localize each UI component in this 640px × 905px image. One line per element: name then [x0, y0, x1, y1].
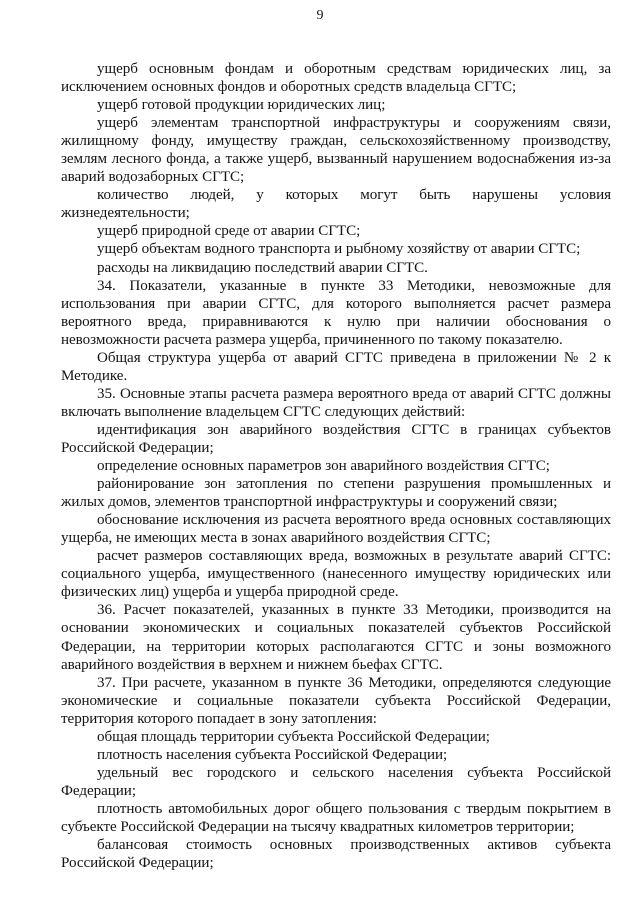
paragraph: ущерб природной среде от аварии СГТС;	[97, 223, 361, 240]
paragraph: общая площадь территории субъекта Российской Федерации;	[97, 728, 490, 745]
paragraph: удельный вес городского и сельского населения субъекта Российской Федерации;	[61, 764, 611, 799]
paragraph: ущерб основным фондам и оборотным средствам юридических лиц, за исключением основных фондов и оборотных средств владельца СГТС;	[61, 61, 611, 96]
paragraph: ущерб элементам транспортной инфраструктуры и сооружениям связи, жилищному фонду, имуществу граждан, сельскохозяйственному производству, землям лесного фонда, а также ущерб, вызванный нарушением водоснабжения из-за аварий водозаборных СГТС;	[61, 115, 611, 186]
paragraph: ущерб объектам водного транспорта и рыбному хозяйству от аварии СГТС;	[97, 241, 581, 258]
paragraph: плотность населения субъекта Российской Федерации;	[97, 746, 448, 763]
paragraph: Общая структура ущерба от аварий СГТС приведена в приложении № 2 к Методике.	[61, 349, 611, 384]
paragraph: ущерб готовой продукции юридических лиц;	[97, 97, 386, 114]
paragraph: балансовая стоимость основных производственных активов субъекта Российской Федерации;	[61, 837, 611, 872]
document-body	[61, 60, 611, 872]
paragraph: районирование зон затопления по степени разрушения промышленных и жилых домов, элементов транспортной инфраструктуры и сооружений связи;	[61, 476, 611, 511]
paragraph: 36. Расчет показателей, указанных в пункте 33 Методики, производится на основании экономических и социальных показателей субъектов Российской Федерации, на территории которых располагаются СГТС и зоны возможного аварийного воздействия в верхнем и нижнем бьефах СГТС.	[61, 602, 611, 673]
paragraph: плотность автомобильных дорог общего пользования с твердым покрытием в субъекте Российской Федерации на тысячу квадратных километров территории;	[61, 800, 611, 835]
paragraph: определение основных параметров зон аварийного воздействия СГТС;	[97, 458, 550, 475]
paragraph: 37. При расчете, указанном в пункте 36 Методики, определяются следующие экономические и социальные показатели субъекта Российской Федерации, территория которого попадает в зону затопления:	[61, 674, 611, 727]
page-number: 9	[316, 8, 324, 23]
paragraph: расчет размеров составляющих вреда, возможных в результате аварий СГТС: социального ущерба, имущественного (нанесенного имуществу юридических или физических лиц) ущерба и ущерба природной среде.	[61, 548, 611, 601]
paragraph: 35. Основные этапы расчета размера вероятного вреда от аварий СГТС должны включать выполнение владельцем СГТС следующих действий:	[61, 385, 611, 420]
paragraph: обоснование исключения из расчета вероятного вреда основных составляющих ущерба, не имеющих места в зонах аварийного воздействия СГТС;	[61, 512, 611, 547]
paragraph: количество людей, у которых могут быть нарушены условия жизнедеятельности;	[61, 187, 611, 222]
paragraph: идентификация зон аварийного воздействия СГТС в границах субъектов Российской Федерации;	[61, 421, 611, 456]
paragraph: 34. Показатели, указанные в пункте 33 Методики, невозможные для использования при аварии СГТС, для которого выполняется расчет размера вероятного вреда, приравниваются к нулю при наличии обоснования о невозможности расчета размера ущерба, причиненного по такому показателю.	[61, 277, 611, 348]
paragraph: расходы на ликвидацию последствий аварии СГТС.	[97, 259, 428, 276]
